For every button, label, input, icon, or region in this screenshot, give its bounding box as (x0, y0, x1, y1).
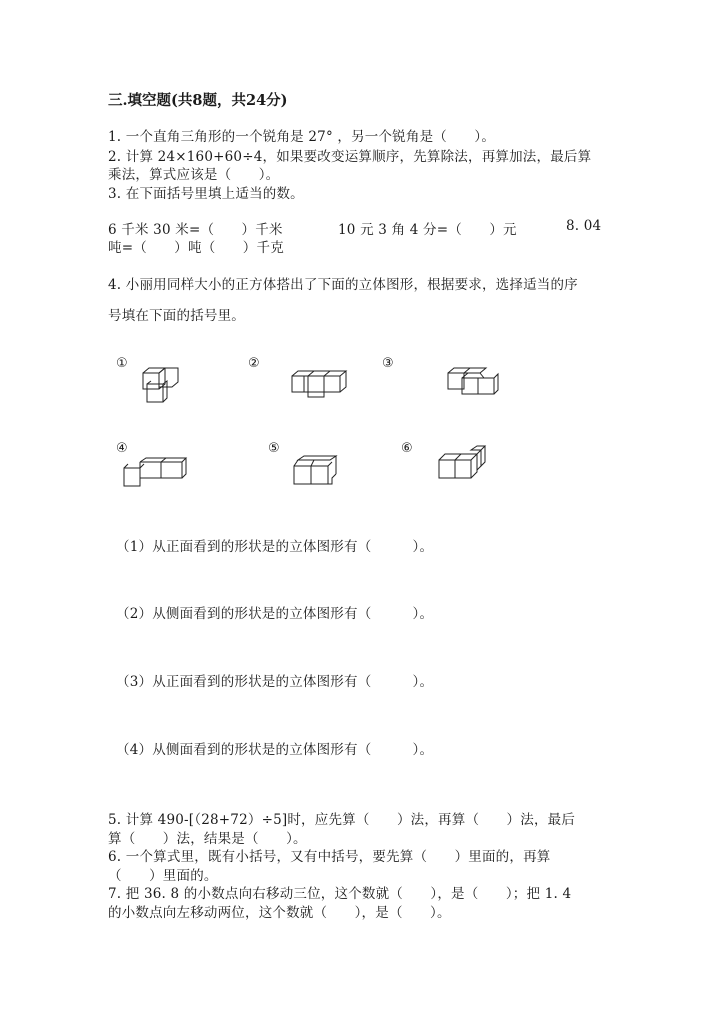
figure-label-2: ② (248, 356, 260, 371)
figure-label-3: ③ (382, 356, 394, 371)
question-4-line-2: 号填在下面的括号里。 (108, 308, 245, 324)
question-5-line-2: 算（ ）法，结果是（ ）。 (108, 831, 307, 847)
figure-label-5: ⑤ (268, 441, 280, 456)
figure-label-1: ① (116, 356, 128, 371)
question-2-line-1: 2. 计算 24×160+60÷4，如果要改变运算顺序，先算除法，再算加法，最后算 (108, 149, 592, 165)
question-2-line-2: 乘法，算式应该是（ ）。 (108, 167, 280, 183)
question-4-line-1: 4. 小丽用同样大小的正方体搭出了下面的立体图形，根据要求，选择适当的序 (108, 277, 578, 293)
question-6-line-1: 6. 一个算式里，既有小括号，又有中括号，要先算（ ）里面的，再算 (108, 849, 551, 865)
question-3-line-2: 吨=（ ）吨（ ）千克 (108, 240, 284, 256)
question-7-line-1: 7. 把 36. 8 的小数点向右移动三位，这个数就（ ），是（ ）；把 1. 4 (108, 886, 572, 902)
question-3-item-b: 10 元 3 角 4 分=（ ）元 (338, 222, 517, 238)
question-1: 1. 一个直角三角形的一个锐角是 27° ，另一个锐角是（ ）。 (108, 129, 496, 145)
question-3: 3. 在下面括号里填上适当的数。 (108, 186, 304, 202)
figure-label-6: ⑥ (401, 441, 413, 456)
figure-label-4: ④ (116, 441, 128, 456)
sub-question-2: （2）从侧面看到的形状是的立体图形有（ ）。 (116, 606, 434, 622)
question-3-item-c: 8. 04 (566, 218, 602, 234)
section-title: 三.填空题(共8题，共24分) (108, 92, 288, 109)
question-5-line-1: 5. 计算 490-[（28+72）÷5]时，应先算（ ）法，再算（ ）法，最后 (108, 812, 576, 828)
sub-question-4: （4）从侧面看到的形状是的立体图形有（ ）。 (116, 742, 434, 758)
question-7-line-2: 的小数点向左移动两位，这个数就（ ），是（ ）。 (108, 905, 451, 921)
sub-question-1: （1）从正面看到的形状是的立体图形有（ ）。 (116, 539, 434, 555)
sub-question-3: （3）从正面看到的形状是的立体图形有（ ）。 (116, 674, 434, 690)
question-6-line-2: （ ）里面的。 (108, 868, 218, 884)
question-3-item-a: 6 千米 30 米=（ ）千米 (108, 222, 283, 238)
